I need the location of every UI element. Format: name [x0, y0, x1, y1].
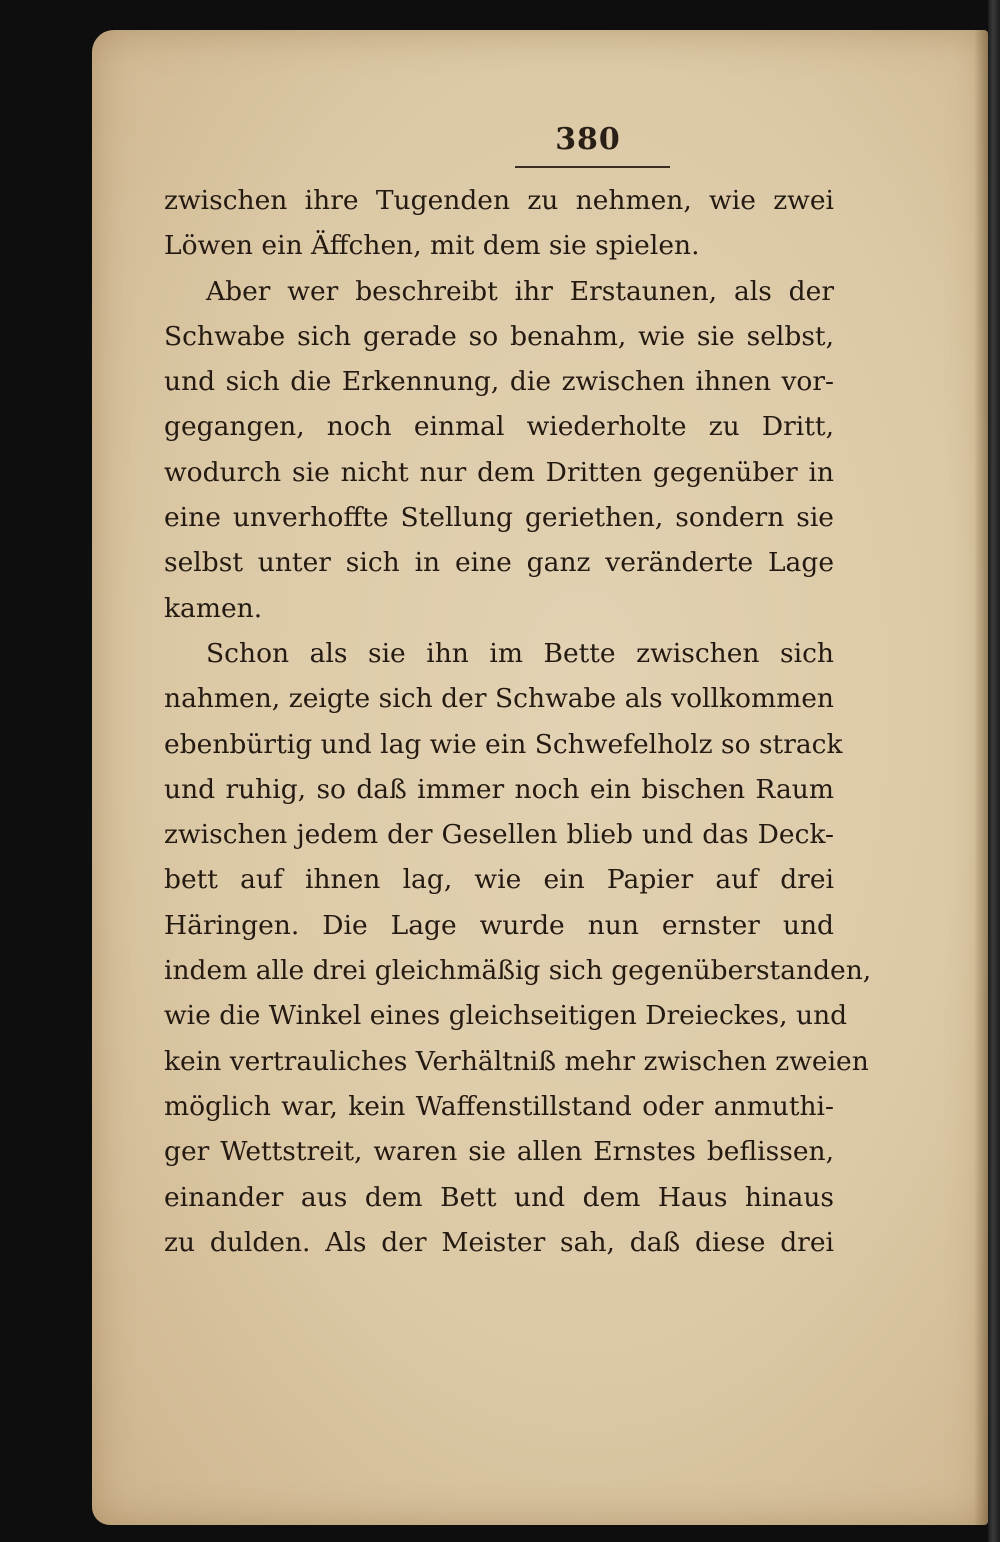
- text-line: kein vertrauliches Verhältniß mehr zwischen zweien: [164, 1045, 869, 1077]
- text-line: kamen.: [164, 592, 263, 624]
- text-line: wie die Winkel eines gleichseitigen Dreieckes, und: [164, 1000, 848, 1032]
- page-edge-shadow: [974, 30, 988, 1525]
- body-text: [164, 178, 872, 1265]
- page-number: 380: [555, 122, 621, 157]
- text-line: nahmen, zeigte sich der Schwabe als vollkommen: [164, 683, 834, 715]
- text-line: indem alle drei gleichmäßig sich gegenüberstanden,: [164, 955, 872, 987]
- neighbor-page-edge: [988, 0, 1000, 1542]
- text-line: möglich war, kein Waffenstillstand oder anmuthi-: [164, 1090, 834, 1122]
- text-line: gegangen, noch einmal wiederholte zu Dritt,: [164, 411, 834, 443]
- text-line: wodurch sie nicht nur dem Dritten gegenüber in: [164, 456, 834, 488]
- text-line: Aber wer beschreibt ihr Erstaunen, als der: [206, 275, 834, 307]
- text-line: zu dulden. Als der Meister sah, daß diese drei: [164, 1226, 834, 1258]
- text-line: bett auf ihnen lag, wie ein Papier auf drei: [164, 864, 834, 896]
- text-line: Schon als sie ihn im Bette zwischen sich: [206, 637, 834, 669]
- header-rule: [515, 166, 670, 168]
- text-line: einander aus dem Bett und dem Haus hinaus: [164, 1181, 834, 1213]
- text-line: zwischen ihre Tugenden zu nehmen, wie zwei: [164, 185, 834, 216]
- text-line: Häringen. Die Lage wurde nun ernster und: [164, 909, 834, 941]
- text-line: und sich die Erkennung, die zwischen ihnen vor-: [164, 366, 834, 398]
- text-line: Löwen ein Äffchen, mit dem sie spielen.: [164, 230, 700, 262]
- text-line: ger Wettstreit, waren sie allen Ernstes beflissen,: [164, 1136, 834, 1168]
- text-line: eine unverhoffte Stellung geriethen, sondern sie: [164, 502, 834, 534]
- text-line: zwischen jedem der Gesellen blieb und das Deck-: [164, 819, 834, 851]
- text-line: und ruhig, so daß immer noch ein bischen Raum: [164, 773, 834, 805]
- text-line: selbst unter sich in eine ganz veränderte Lage: [164, 547, 834, 579]
- text-line: ebenbürtig und lag wie ein Schwefelholz so strack: [164, 728, 843, 760]
- text-line: Schwabe sich gerade so benahm, wie sie selbst,: [164, 320, 834, 352]
